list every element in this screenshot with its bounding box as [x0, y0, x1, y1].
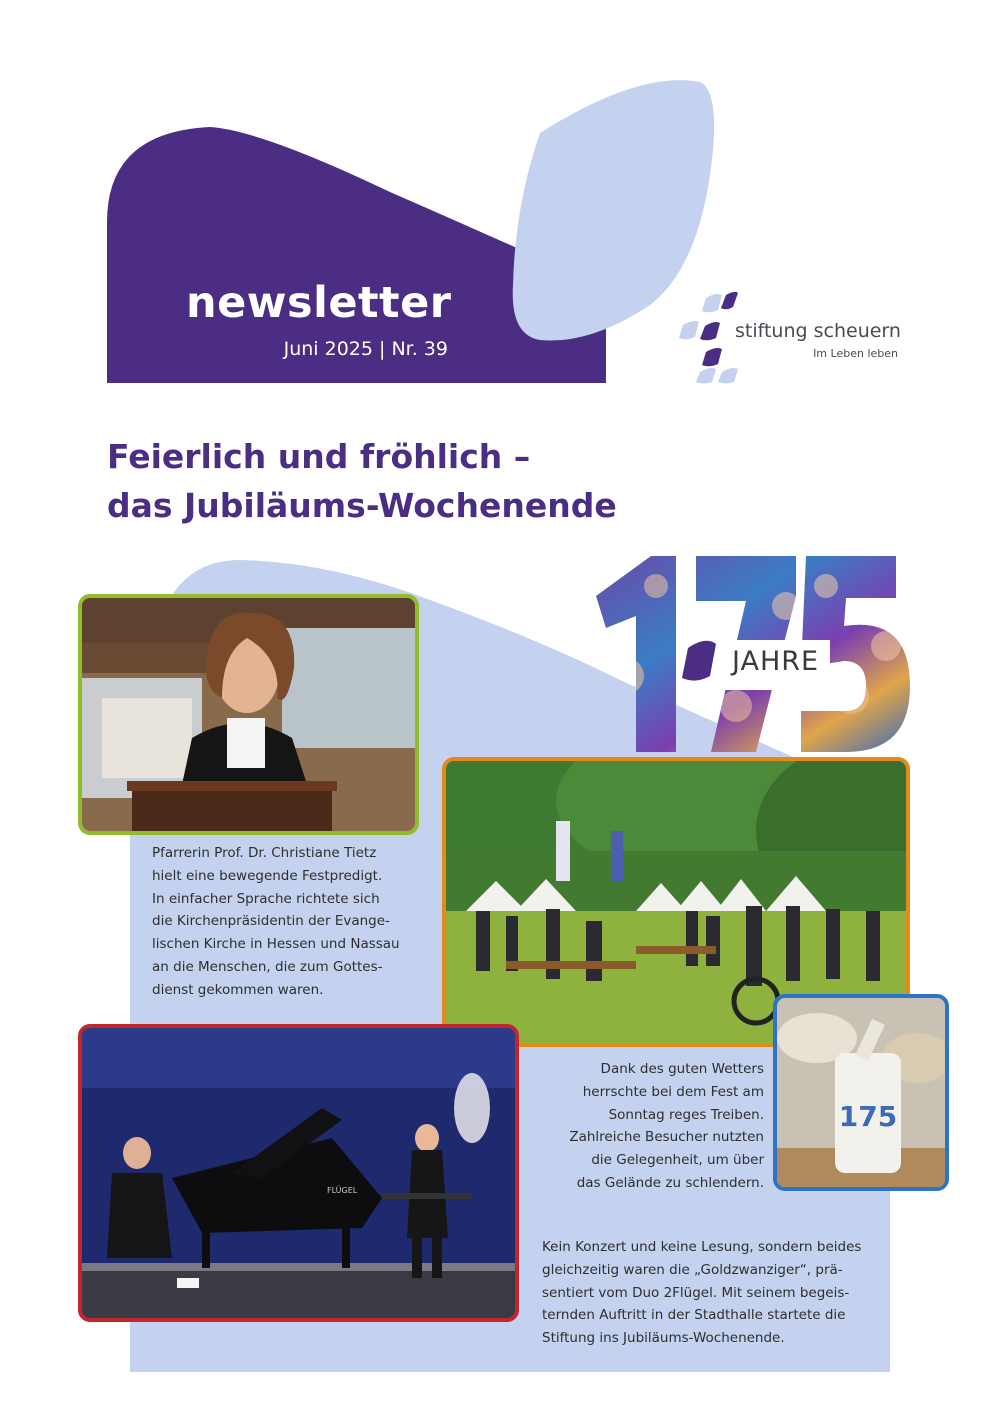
photo-preacher	[78, 594, 419, 835]
photo-concert-image	[82, 1028, 515, 1318]
photo-candle	[773, 994, 949, 1191]
photo-concert	[78, 1024, 519, 1322]
headline	[107, 432, 807, 530]
caption-festival-line: das Gelände zu schlendern.	[576, 1174, 764, 1191]
headline-line-1: Feierlich und fröhlich –	[107, 437, 531, 476]
caption-preacher-line: die Kirchenpräsidentin der Evange-	[152, 913, 390, 930]
candle-175-text: 175	[838, 1100, 898, 1133]
headline-line-2: das Jubiläums-Wochenende	[107, 486, 617, 525]
caption-festival-line: Sonntag reges Treiben.	[608, 1106, 764, 1123]
logo-mark-icon	[679, 292, 738, 384]
caption-preacher-line: lischen Kirche in Hessen und Nassau	[152, 936, 400, 953]
piano-brand-text: FLÜGEL	[327, 1186, 358, 1195]
caption-preacher	[152, 842, 432, 1002]
photo-preacher-image	[82, 598, 415, 831]
logo-name: stiftung scheuern	[735, 320, 901, 342]
caption-festival	[568, 1058, 764, 1195]
caption-festival-line: Dank des guten Wetters	[600, 1061, 764, 1077]
caption-concert	[542, 1236, 882, 1350]
newsletter-title: newsletter	[186, 278, 452, 328]
jubilee-jahre-label: JAHRE	[732, 646, 820, 677]
caption-festival-line: die Gelegenheit, um über	[591, 1152, 764, 1169]
caption-preacher-line: Pfarrerin Prof. Dr. Christiane Tietz	[152, 845, 377, 861]
caption-concert-line: ternden Auftritt in der Stadthalle startete die	[542, 1307, 846, 1324]
caption-concert-line: Kein Konzert und keine Lesung, sondern beides	[542, 1239, 862, 1255]
logo-tagline: Im Leben leben	[813, 347, 898, 360]
caption-preacher-line: hielt eine bewegende Festpredigt.	[152, 867, 383, 884]
caption-preacher-line: dienst gekommen waren.	[152, 981, 324, 998]
newsletter-issue: Juni 2025 | Nr. 39	[283, 338, 448, 360]
caption-preacher-line: an die Menschen, die zum Gottes-	[152, 958, 383, 975]
caption-preacher-line: In einfacher Sprache richtete sich	[152, 890, 380, 907]
caption-festival-line: herrschte bei dem Fest am	[582, 1083, 764, 1100]
caption-concert-line: gleichzeitig waren die „Goldzwanziger“, prä-	[542, 1261, 843, 1278]
photo-candle-image	[777, 998, 945, 1187]
caption-festival-line: Zahlreiche Besucher nutzten	[569, 1129, 764, 1146]
caption-concert-line: Stiftung ins Jubiläums-Wochenende.	[542, 1330, 785, 1347]
caption-concert-line: sentiert vom Duo 2Flügel. Mit seinem begeis-	[542, 1284, 850, 1301]
